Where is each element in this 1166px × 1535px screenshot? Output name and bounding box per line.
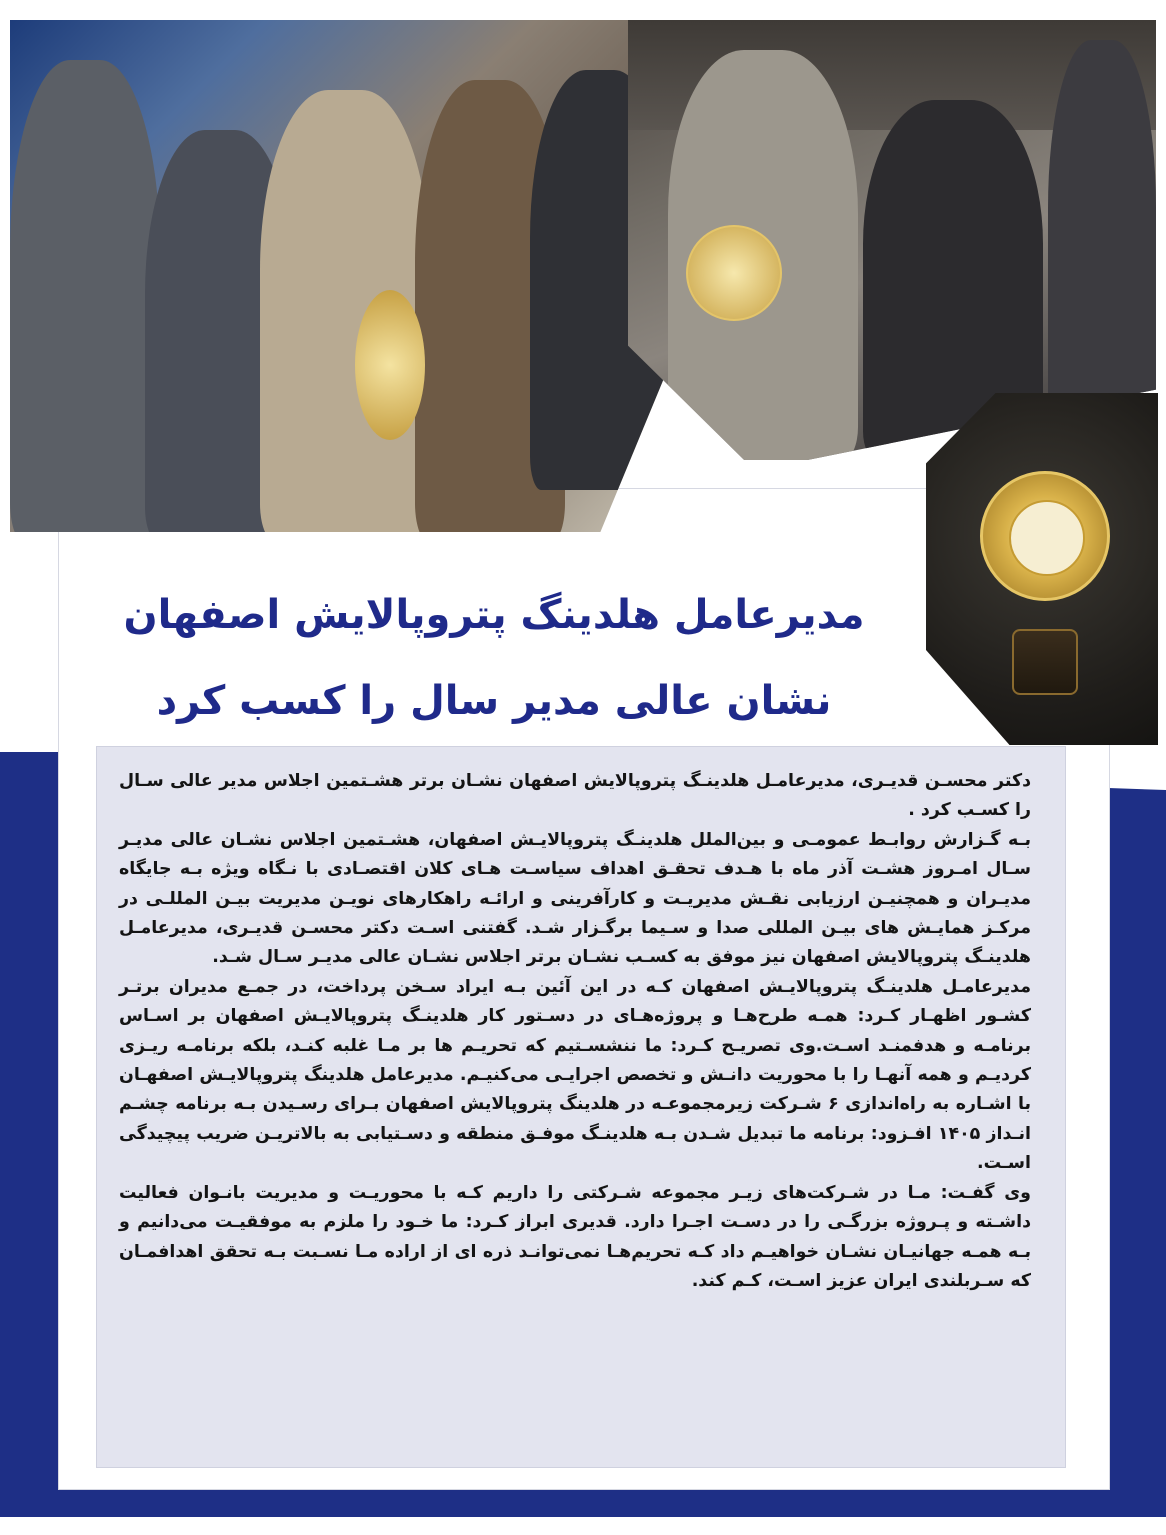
award-medal-icon: [686, 225, 782, 321]
headline-line-1: مدیرعامل هلدینگ پتروپالایش اصفهان: [123, 592, 865, 638]
article-body: [96, 746, 1066, 1468]
person-figure: [10, 60, 160, 532]
article-headline: [114, 572, 874, 744]
medal-emblem-icon: [1009, 500, 1085, 576]
body-paragraph: بـه گـزارش روابـط عمومـی و بین‌الملل هلدینـگ پتروپالایـش اصفهان، هشـتمین اجلاس نشـان عالی مدیـر سـال امـروز هشـت آذر ماه با هـدف تحقـق اهداف سیاسـت هـای کلان اقتصـادی با نـگاه ویژه بـه جایگاه مدیـران و همچنیـن ارزیابی نقـش مدیریـت و کارآفرینی و ارائـه راهکارهای نویـن مدیریت بیـن المللـی در مرکـز همایـش های بیـن المللی صدا و سـیما برگـزار شـد. گفتنی اسـت دکتر محسـن قدیـری، مدیرعامـل هلدینـگ پتروپالایش اصفهان نیز موفق به کسـب نشـان برتر اجلاس نشـان عالی مدیـر سـال شـد.: [119, 829, 1031, 968]
body-paragraph: مدیرعامـل هلدینـگ پتروپالایـش اصفهان کـه در این آئین بـه ایراد سـخن پرداخت، در جمـع مدیران برتـر کشـور اظهـار کـرد: همـه طرح‌هـا و پروژه‌هـای در دسـتور کار هلدینـگ پتروپالایـش اصفهان بر اسـاس برنامـه و هدفمنـد اسـت.وی تصریـح کـرد: ما ننشسـتیم که تحریـم ها بر مـا غلبه کنـد، بلکه برنامـه ریـزی کردیـم و همه آنهـا را با محوریت دانـش و تخصص اجرایـی می‌کنیـم. مدیرعامل هلدینگ پتروپالایـش اصفهـان با اشـاره به راه‌اندازی ۶ شـرکت زیرمجموعـه در هلدینگ پتروپالایش اصفهان بـرای رسـیدن بـه برنامه چشـم انـداز ۱۴۰۵ افـزود: برنامه ما تبدیل شـدن بـه هلدینـگ موفـق منطقه و دسـتیابی به بالاتریـن ضریب پیچیدگی اسـت.: [119, 976, 1031, 1174]
award-medal-icon: [355, 290, 425, 440]
body-paragraph: وی گفـت: مـا در شـرکت‌های زیـر مجموعه شـرکتی را داریم کـه با محوریـت و مدیریت بانـوان فعالیت داشـته و پـروژه بزرگـی را در دسـت اجـرا دارد. قدیری ابراز کـرد: ما خـود را ملزم به موفقیـت می‌دانیم و بـه همـه جهانیـان نشـان خواهیـم داد کـه تحریم‌هـا نمی‌توانـد ذره ای از اراده مـا نسـبت بـه تحقق اهدافمـان که سـربلندی ایران عزیز اسـت، کـم کند.: [119, 1182, 1031, 1291]
medal-stand: [1012, 629, 1078, 695]
award-ceremony-group-photo: [10, 20, 666, 532]
body-paragraph: دکتر محسـن قدیـری، مدیرعامـل هلدینـگ پتروپالایش اصفهان نشـان برتر هشـتمین اجلاس مدیر عالی سـال را کسـب کرد .: [119, 771, 1031, 821]
headline-line-2: نشان عالی مدیر سال را کسب کرد: [156, 678, 832, 724]
medal-disc: [980, 471, 1110, 601]
